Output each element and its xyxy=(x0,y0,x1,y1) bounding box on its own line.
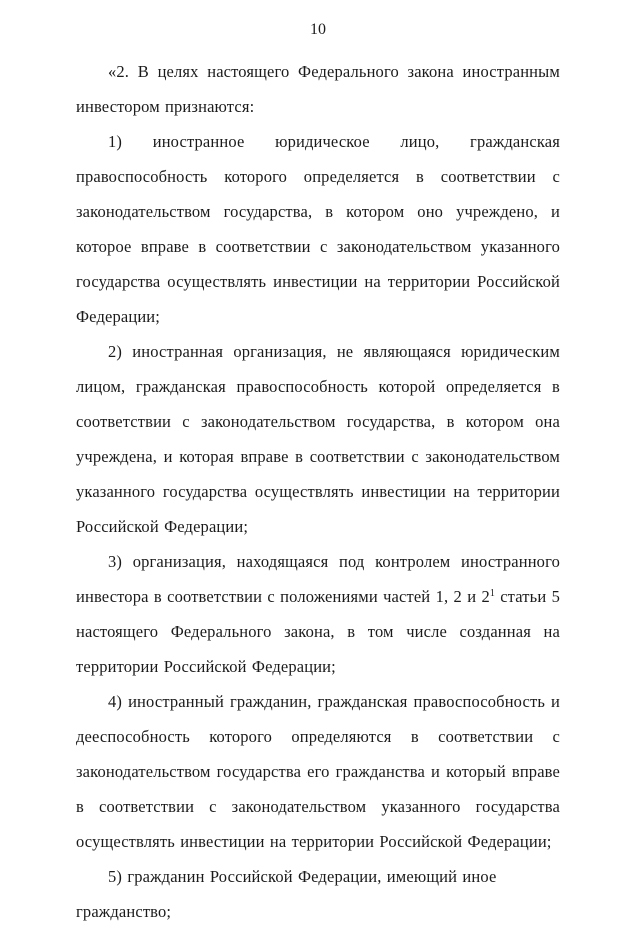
paragraph-item-4: 4) иностранный гражданин, гражданская правоспособность и дееспособность которого определяются в соответствии с законодательством государства его гражданства и который вправе в соответствии с законодательством указанного государства осуществлять инвестиции на территории Российской Федерации; xyxy=(76,692,560,851)
paragraph-item-2: 2) иностранная организация, не являющаяся юридическим лицом, гражданская правоспособность которой определяется в соответствии с законодательством государства, в котором она учреждена, и которая вправе в соответствии с законодательством указанного государства осуществлять инвестиции на территории Российской Федерации; xyxy=(76,342,560,536)
page-number: 10 xyxy=(310,21,326,38)
item-3-text-continued: статьи 5 настоящего Федерального закона, в том числе созданная на территории Российской Федерации; xyxy=(76,587,560,676)
paragraph-item-3 xyxy=(76,544,560,684)
item-3-text: 3) организация, находящаяся под контролем иностранного инвестора в соответствии с положениями частей 1, 2 и 2 xyxy=(76,552,560,606)
paragraph-item-5: 5) гражданин Российской Федерации, имеющий иное гражданство; xyxy=(76,867,497,921)
item-3-superscript: 1 xyxy=(489,588,495,599)
document-body xyxy=(76,54,560,929)
paragraph-intro: «2. В целях настоящего Федерального закона иностранным инвестором признаются: xyxy=(76,62,560,116)
paragraph-item-1: 1) иностранное юридическое лицо, гражданская правоспособность которого определяется в соответствии с законодательством государства, в котором оно учреждено, и которое вправе в соответствии с законодательством указанного государства осуществлять инвестиции на территории Российской Федерации; xyxy=(76,132,560,326)
